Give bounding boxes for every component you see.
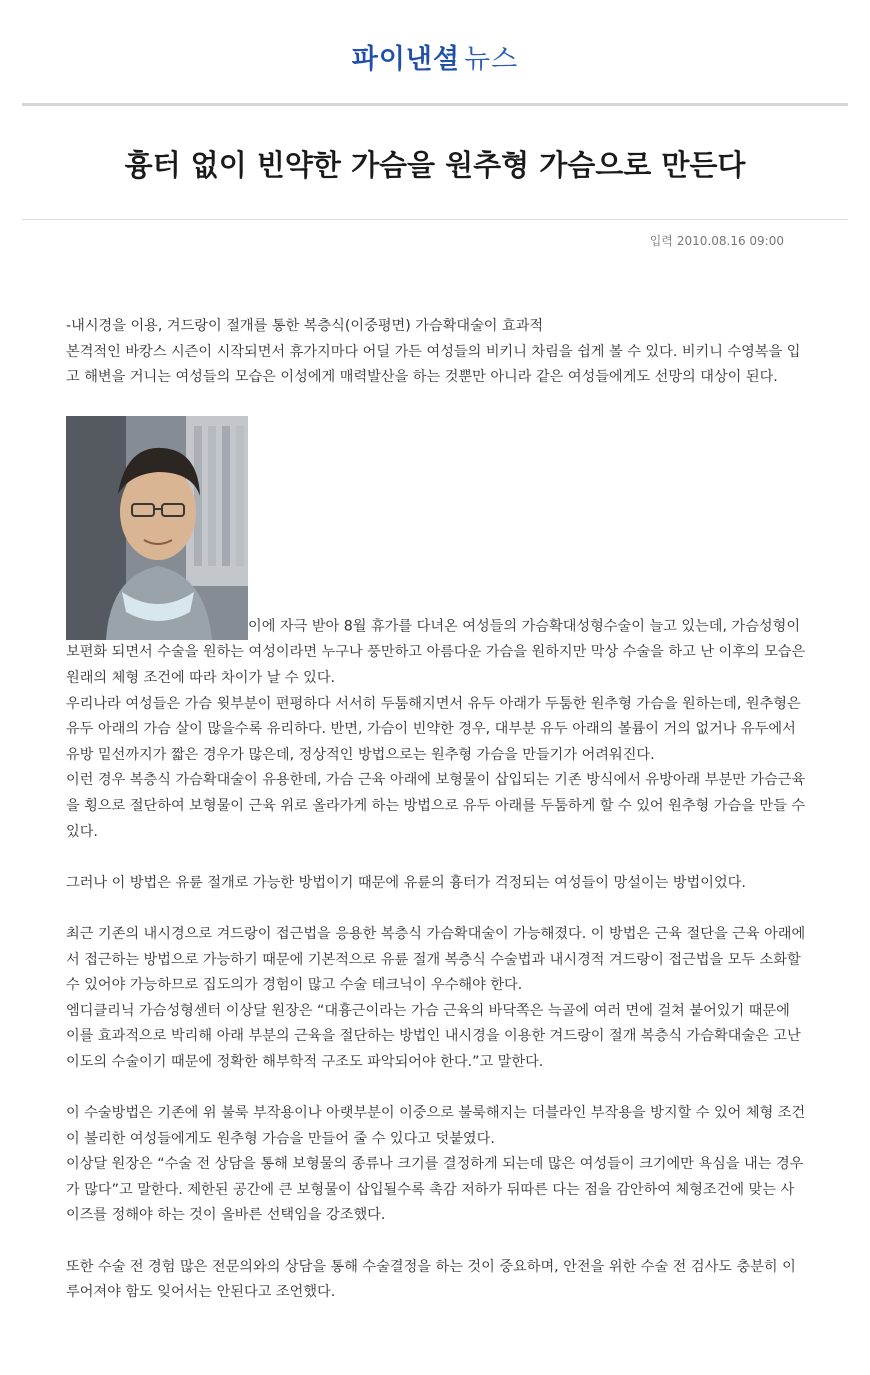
doctor-photo xyxy=(66,416,248,640)
article-dateline xyxy=(600,232,784,249)
masthead xyxy=(0,40,870,80)
article-paragraph: 엠디클리닉 가슴성형센터 이상달 원장은 “대흉근이라는 가슴 근육의 바닥쪽은 늑골에 여러 면에 걸쳐 붙어있기 때문에 이를 효과적으로 박리해 아래 부분의 근육을 절단하는 방법인 내시경을 이용한 겨드랑이 절개 복층식 가슴확대술은 고난이도의 수술이기 때문에 정확한 해부학적 구조도 파악되어야 한다.”고 말한다. xyxy=(66,1002,801,1070)
article-paragraph: 이상달 원장은 “수술 전 상담을 통해 보형물의 종류나 크기를 결정하게 되는데 많은 여성들이 크기에만 욕심을 내는 경우가 많다”고 말한다. 제한된 공간에 큰 보형물이 삽입될수록 촉감 저하가 뒤따른 다는 점을 감안하여 체형조건에 맞는 사이즈를 정해야 하는 것이 올바른 선택임을 강조했다. xyxy=(66,1156,804,1224)
article-paragraph: 또한 수술 전 경험 많은 전문의와의 상담을 통해 수술결정을 하는 것이 중요하며, 안전을 위한 수술 전 검사도 충분히 이루어져야 함도 잊어서는 안된다고 조언했다. xyxy=(66,1258,796,1301)
article-paragraph: 우리나라 여성들은 가슴 윗부분이 편평하다 서서히 두툼해지면서 유두 아래가 두툼한 원추형 가슴을 원하는데, 원추형은 유두 아래의 가슴 살이 많을수록 유리하다. 반면, 가슴이 빈약한 경우, 대부분 유두 아래의 볼륨이 거의 없거나 유두에서 유방 밑선까지가 짧은 경우가 많은데, 정상적인 방법으로는 원추형 가슴을 만들기가 어려워진다. xyxy=(66,695,801,763)
article-paragraph: 그러나 이 방법은 유륜 절개로 가능한 방법이기 때문에 유륜의 흉터가 걱정되는 여성들이 망설이는 방법이었다. xyxy=(66,874,746,891)
photo-paragraph xyxy=(66,416,806,691)
article-subhead: -내시경을 이용, 겨드랑이 절개를 통한 복층식(이중평면) 가슴확대술이 효과적 xyxy=(66,318,544,334)
article-body xyxy=(66,314,806,1306)
spacer xyxy=(66,1229,806,1255)
article-paragraph: 이런 경우 복층식 가슴확대술이 유용한데, 가슴 근육 아래에 보형물이 삽입되는 기존 방식에서 유방아래 부분만 가슴근육을 횡으로 절단하여 보형물이 근육 위로 올라가게 하는 방법으로 유두 아래를 두툼하게 할 수 있어 원추형 가슴을 만들 수 있다. xyxy=(66,772,806,840)
date-label: 입력 xyxy=(649,234,673,248)
spacer xyxy=(66,845,806,871)
article-headline: 흉터 없이 빈약한 가슴을 원추형 가슴으로 만든다 xyxy=(124,148,746,182)
headline-divider xyxy=(22,219,848,220)
spacer xyxy=(66,1075,806,1101)
spacer xyxy=(66,391,806,417)
site-logo[interactable] xyxy=(352,40,519,80)
article-paragraph: 이 수술방법은 기존에 위 불룩 부작용이나 아랫부분이 이중으로 불룩해지는 더블라인 부작용을 방지할 수 있어 체형 조건이 불리한 여성들에게도 원추형 가슴을 만들어 줄 수 있다고 덧붙였다. xyxy=(66,1105,806,1147)
logo-main-text: 파이낸셜 xyxy=(351,44,461,75)
article-paragraph: 이에 자극 받아 8월 휴가를 다녀온 여성들의 가슴확대성형수술이 늘고 있는데, 가슴성형이 보편화 되면서 수술을 원하는 여성이라면 누구나 풍만하고 아름다운 가슴을 원하지만 막상 수술을 하고 난 이후의 모습은 원래의 체형 조건에 따라 차이가 날 수 있다. xyxy=(66,618,806,686)
article-paragraph: 최근 기존의 내시경으로 겨드랑이 접근법을 응용한 복층식 가슴확대술이 가능해졌다. 이 방법은 근육 절단을 근육 아래에서 접근하는 방법으로 가능하기 때문에 기본적으로 유륜 절개 복층식 수술법과 내시경적 겨드랑이 접근법을 모두 소화할 수 있어야 가능하므로 집도의가 경험이 많고 수술 테크닉이 우수해야 한다. xyxy=(66,925,806,994)
logo-sub-text: 뉴스 xyxy=(464,44,519,75)
header-divider xyxy=(22,103,848,106)
doctor-photo-image xyxy=(66,416,248,640)
date-value: 2010.08.16 09:00 xyxy=(676,234,784,248)
article-paragraph: 본격적인 바캉스 시즌이 시작되면서 휴가지마다 어딜 가든 여성들의 비키니 차림을 쉽게 볼 수 있다. 비키니 수영복을 입고 해변을 거니는 여성들의 모습은 이성에게 매력발산을 하는 것뿐만 아니라 같은 여성들에게도 선망의 대상이 된다. xyxy=(66,343,801,386)
spacer xyxy=(66,896,806,922)
